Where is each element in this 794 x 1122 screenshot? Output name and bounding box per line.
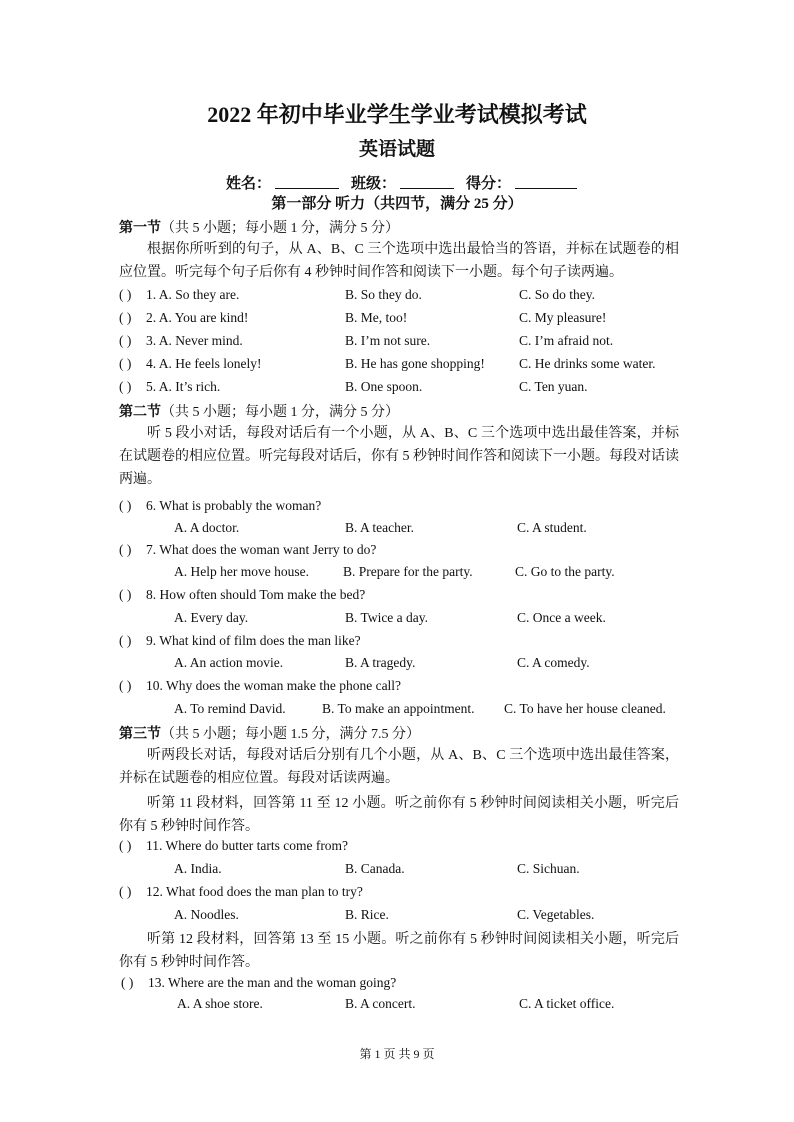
q11-option-c: C. Sichuan. xyxy=(517,861,580,876)
q12-option-b: B. Rice. xyxy=(345,907,389,922)
q9-paren: ( ) xyxy=(119,633,132,648)
section1-note: （共 5 小题；每小题 1 分，满分 5 分） xyxy=(161,221,399,236)
section2-header xyxy=(119,401,399,421)
q10-option-c: C. To have her house cleaned. xyxy=(504,701,666,716)
q6-paren: ( ) xyxy=(119,498,132,513)
class-label: 班级： xyxy=(351,176,397,192)
q4-option-b: B. He has gone shopping! xyxy=(345,356,485,371)
q7-option-b: B. Prepare for the party. xyxy=(343,564,473,579)
q5-option-b: B. One spoon. xyxy=(345,379,423,394)
q12-stem: 12. What food does the man plan to try? xyxy=(146,884,363,899)
q6-option-a: A. A doctor. xyxy=(174,520,240,535)
q5-option-c: C. Ten yuan. xyxy=(519,379,588,394)
page-subtitle: 英语试题 xyxy=(358,139,435,160)
q8-paren: ( ) xyxy=(119,587,132,602)
q8-option-c: C. Once a week. xyxy=(517,610,606,625)
part1-title: 第一部分 听力（共四节，满分 25 分） xyxy=(271,196,523,212)
page-number: 第 1 页 共 9 页 xyxy=(359,1047,435,1061)
q9-option-a: A. An action movie. xyxy=(174,655,284,670)
q11-option-a: A. India. xyxy=(174,861,222,876)
score-blank xyxy=(515,172,577,189)
q3-option-a: 3. A. Never mind. xyxy=(146,333,243,348)
section2-heading: 第二节 xyxy=(119,405,161,420)
q2-paren: ( ) xyxy=(119,310,132,325)
material-11-instructions: 听第 11 段材料，回答第 11 至 12 小题。听之前你有 5 秒钟时间阅读相关小题，听完后你有 5 秒钟时间作答。 xyxy=(119,796,679,834)
section3-instructions: 听两段长对话，每段对话后分别有几个小题，从 A、B、C 三个选项中选出最佳答案，并标在试题卷的相应位置。每段对话读两遍。 xyxy=(119,748,679,786)
q2-option-b: B. Me, too! xyxy=(345,310,408,325)
section1-heading: 第一节 xyxy=(119,221,161,236)
q7-option-c: C. Go to the party. xyxy=(515,564,615,579)
q4-option-c: C. He drinks some water. xyxy=(519,356,656,371)
q7-paren: ( ) xyxy=(119,542,132,557)
section3-header xyxy=(119,723,420,743)
q13-option-b: B. A concert. xyxy=(345,996,416,1011)
class-blank xyxy=(400,172,454,189)
q13-stem: 13. Where are the man and the woman going? xyxy=(148,975,397,990)
q9-option-c: C. A comedy. xyxy=(517,655,590,670)
q1-paren: ( ) xyxy=(119,287,132,302)
q8-option-a: A. Every day. xyxy=(174,610,249,625)
q12-option-c: C. Vegetables. xyxy=(517,907,595,922)
q8-stem: 8. How often should Tom make the bed? xyxy=(146,587,366,602)
q7-stem: 7. What does the woman want Jerry to do? xyxy=(146,542,377,557)
q6-option-c: C. A student. xyxy=(517,520,587,535)
section2-note: （共 5 小题；每小题 1 分，满分 5 分） xyxy=(161,405,399,420)
q6-option-b: B. A teacher. xyxy=(345,520,414,535)
score-label: 得分： xyxy=(466,176,512,192)
material-12-instructions: 听第 12 段材料，回答第 13 至 15 小题。听之前你有 5 秒钟时间阅读相关小题，听完后你有 5 秒钟时间作答。 xyxy=(119,932,679,970)
q2-option-c: C. My pleasure! xyxy=(519,310,607,325)
section3-note: （共 5 小题；每小题 1.5 分，满分 7.5 分） xyxy=(161,727,420,742)
q11-paren: ( ) xyxy=(119,838,132,853)
q1-option-b: B. So they do. xyxy=(345,287,422,302)
q10-option-a: A. To remind David. xyxy=(174,701,286,716)
q9-option-b: B. A tragedy. xyxy=(345,655,416,670)
q5-option-a: 5. A. It’s rich. xyxy=(146,379,221,394)
page-title: 2022 年初中毕业学生学业考试模拟考试 xyxy=(207,102,587,127)
q2-option-a: 2. A. You are kind! xyxy=(146,310,249,325)
section3-heading: 第三节 xyxy=(119,727,161,742)
q6-stem: 6. What is probably the woman? xyxy=(146,498,322,513)
q10-stem: 10. Why does the woman make the phone call? xyxy=(146,678,402,693)
q13-option-c: C. A ticket office. xyxy=(519,996,615,1011)
q8-option-b: B. Twice a day. xyxy=(345,610,429,625)
section1-instructions: 根据你所听到的句子，从 A、B、C 三个选项中选出最恰当的答语，并标在试题卷的相应位置。听完每个句子后你有 4 秒钟时间作答和阅读下一小题。每个句子读两遍。 xyxy=(119,242,679,280)
name-label: 姓名： xyxy=(226,176,272,192)
q12-paren: ( ) xyxy=(119,884,132,899)
q13-paren: ( ) xyxy=(121,975,134,990)
q1-option-a: 1. A. So they are. xyxy=(146,287,240,302)
name-blank xyxy=(275,172,339,189)
q10-option-b: B. To make an appointment. xyxy=(322,701,475,716)
q1-option-c: C. So do they. xyxy=(519,287,596,302)
q5-paren: ( ) xyxy=(119,379,132,394)
q13-option-a: A. A shoe store. xyxy=(177,996,263,1011)
q11-stem: 11. Where do butter tarts come from? xyxy=(146,838,349,853)
student-info xyxy=(226,172,589,193)
section1-header xyxy=(119,217,399,237)
q4-paren: ( ) xyxy=(119,356,132,371)
q12-option-a: A. Noodles. xyxy=(174,907,239,922)
q9-stem: 9. What kind of film does the man like? xyxy=(146,633,361,648)
q3-option-c: C. I’m afraid not. xyxy=(519,333,614,348)
section2-instructions: 听 5 段小对话，每段对话后有一个小题，从 A、B、C 三个选项中选出最佳答案，并标在试题卷的相应位置。听完每段对话后，你有 5 秒钟时间作答和阅读下一小题。每段对话读两遍。 xyxy=(119,426,679,487)
q3-paren: ( ) xyxy=(119,333,132,348)
q4-option-a: 4. A. He feels lonely! xyxy=(146,356,262,371)
q7-option-a: A. Help her move house. xyxy=(174,564,309,579)
q3-option-b: B. I’m not sure. xyxy=(345,333,431,348)
q11-option-b: B. Canada. xyxy=(345,861,405,876)
q10-paren: ( ) xyxy=(119,678,132,693)
